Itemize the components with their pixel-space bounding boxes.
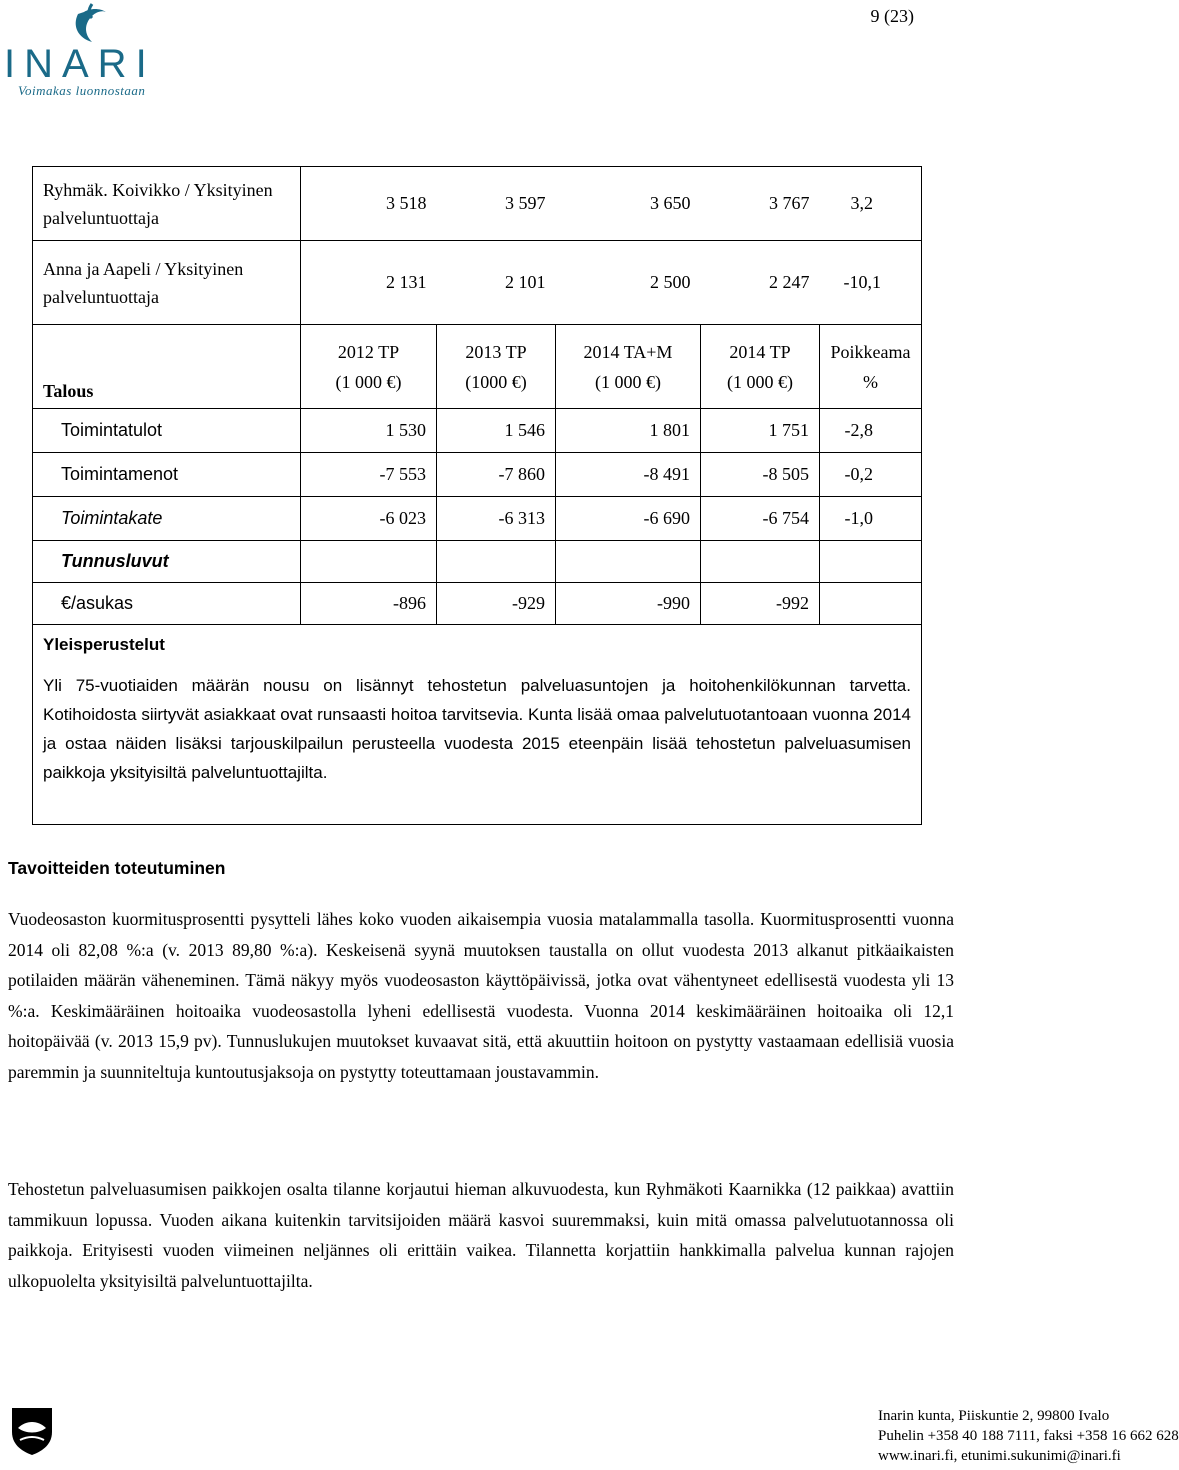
cell: 3 518 [301, 167, 437, 241]
cell: -929 [437, 583, 556, 625]
logo-wordmark: INARI [4, 42, 156, 86]
justification-text: Yli 75-vuotiaiden määrän nousu on lisännyt tehostetun palveluasuntojen ja hoitohenkilökunnan tarvetta. Kotihoidosta siirtyvät asiakkaat ovat runsaasti hoitoa tarvitsevia. Kunta lisää omaa palvelutuotantoaan vuonna 2014 ja ostaa näiden lisäksi tarjouskilpailun perusteella vuodesta 2015 eteenpäin lisää tehostetun palveluasumisen paikkoja yksityisiltä palveluntuottajilta. [43, 676, 911, 782]
inari-logo [4, 2, 180, 100]
cell: -896 [301, 583, 437, 625]
row-label: Anna ja Aapeli / Yksityinen palveluntuottaja [33, 241, 301, 325]
footer [878, 1406, 1179, 1466]
column-header-line: Poikkeama [830, 341, 911, 362]
justification-cell [33, 625, 922, 825]
cell: 1 530 [301, 409, 437, 453]
cell: -0,2 [820, 453, 922, 497]
cell: -1,0 [820, 497, 922, 541]
cell: 1 801 [556, 409, 701, 453]
cell: 2 131 [301, 241, 437, 325]
cell: -6 313 [437, 497, 556, 541]
cell: -2,8 [820, 409, 922, 453]
header-label: Talous [33, 325, 301, 409]
cell: -8 505 [701, 453, 820, 497]
table-row [33, 167, 922, 241]
table-row [33, 453, 922, 497]
footer-phone: Puhelin +358 40 188 7111, faksi +358 16 662 628 [878, 1428, 1179, 1444]
column-header-line: 2012 TP [337, 341, 400, 362]
paragraph: Vuodeosaston kuormitusprosentti pysytteli lähes koko vuoden aikaisempia vuosia matalammalla tasolla. Kuormitusprosentti vuonna 2014 oli 82,08 %:a (v. 2013 89,80 %:a). Keskeisenä syynä muutoksen taustalla on ollut vuodesta 2013 alkanut pitkäaikaisten potilaiden määrän väheneminen. Tämä näkyy myös vuodeosaston käyttöpäivissä, jotka ovat vähentyneet edellisestä vuodesta yli 13 %:a. Keskimääräinen hoitoaika vuodeosastolla lyheni edellisestä vuodesta. Vuonna 2014 keskimääräinen hoitoaika oli 12,1 hoitopäivää (v. 2013 15,9 pv). Tunnuslukujen muutokset kuvaavat sitä, että akuuttiin hoitoon on pystytty vastaamaan edellisiä vuosia paremmin ja suunniteltuja kuntoutusjaksoja on pystytty toteuttamaan joustavammin. [8, 909, 954, 1082]
column-header-line: (1 000 €) [595, 371, 661, 392]
table-header-row [33, 325, 922, 409]
logo-tagline: Voimakas luonnostaan [18, 83, 146, 98]
column-header [301, 325, 437, 409]
kpi-heading: Tunnusluvut [33, 541, 301, 583]
column-header-line: 2014 TP [729, 341, 791, 362]
table-row [33, 497, 922, 541]
row-label: Toimintatulot [33, 409, 301, 453]
column-header [820, 325, 922, 409]
justification-row [33, 625, 922, 825]
cell: 1 751 [701, 409, 820, 453]
cell: -8 491 [556, 453, 701, 497]
section-title: Tavoitteiden toteutuminen [8, 858, 226, 878]
coat-of-arms-icon [10, 1406, 54, 1456]
cell: 2 247 [701, 241, 820, 325]
cell: 2 500 [556, 241, 701, 325]
column-header-line: (1000 €) [465, 371, 527, 392]
cell: -7 860 [437, 453, 556, 497]
column-header-line: (1 000 €) [727, 371, 793, 392]
row-label: €/asukas [33, 583, 301, 625]
cell: 3 597 [437, 167, 556, 241]
row-label: Ryhmäk. Koivikko / Yksityinen palveluntuottaja [33, 167, 301, 241]
finance-table [32, 166, 922, 825]
table-row [33, 541, 922, 583]
table-row [33, 583, 922, 625]
column-header-line: 2013 TP [465, 341, 527, 362]
table-row [33, 409, 922, 453]
page-number: 9 (23) [870, 6, 914, 26]
cell: -6 690 [556, 497, 701, 541]
paragraph: Tehostetun palveluasumisen paikkojen osalta tilanne korjautui hieman alkuvuodesta, kun Ryhmäkoti Kaarnikka (12 paikkaa) avattiin tammikuun lopussa. Vuoden aikana kuitenkin tarvitsijoiden määrä kasvoi suuremmaksi, kuin mitä omassa palvelutuotannossa oli paikkoja. Erityisesti vuoden viimeinen neljännes oli erittäin vaikea. Tilannetta korjattiin hankkimalla palvelua kunnan rajojen ulkopuolelta yksityisiltä palveluntuottajilta. [8, 1179, 954, 1291]
cell: 3 650 [556, 167, 701, 241]
cell: 3 767 [701, 167, 820, 241]
column-header [437, 325, 556, 409]
cell: -990 [556, 583, 701, 625]
footer-address: Inarin kunta, Piiskuntie 2, 99800 Ivalo [878, 1408, 1110, 1424]
cell: -7 553 [301, 453, 437, 497]
justification-heading: Yleisperustelut [43, 635, 165, 654]
cell: 2 101 [437, 241, 556, 325]
cell: -10,1 [820, 241, 922, 325]
cell: 1 546 [437, 409, 556, 453]
row-label: Toimintakate [33, 497, 301, 541]
row-label: Toimintamenot [33, 453, 301, 497]
column-header [701, 325, 820, 409]
cell: -6 754 [701, 497, 820, 541]
cell: 3,2 [820, 167, 922, 241]
table-row [33, 241, 922, 325]
column-header-line: % [863, 371, 878, 392]
column-header-line: (1 000 €) [335, 371, 402, 392]
cell: -992 [701, 583, 820, 625]
column-header [556, 325, 701, 409]
column-header-line: 2014 TA+M [583, 341, 673, 362]
cell [820, 583, 922, 625]
footer-web: www.inari.fi, etunimi.sukunimi@inari.fi [878, 1448, 1121, 1464]
cell: -6 023 [301, 497, 437, 541]
